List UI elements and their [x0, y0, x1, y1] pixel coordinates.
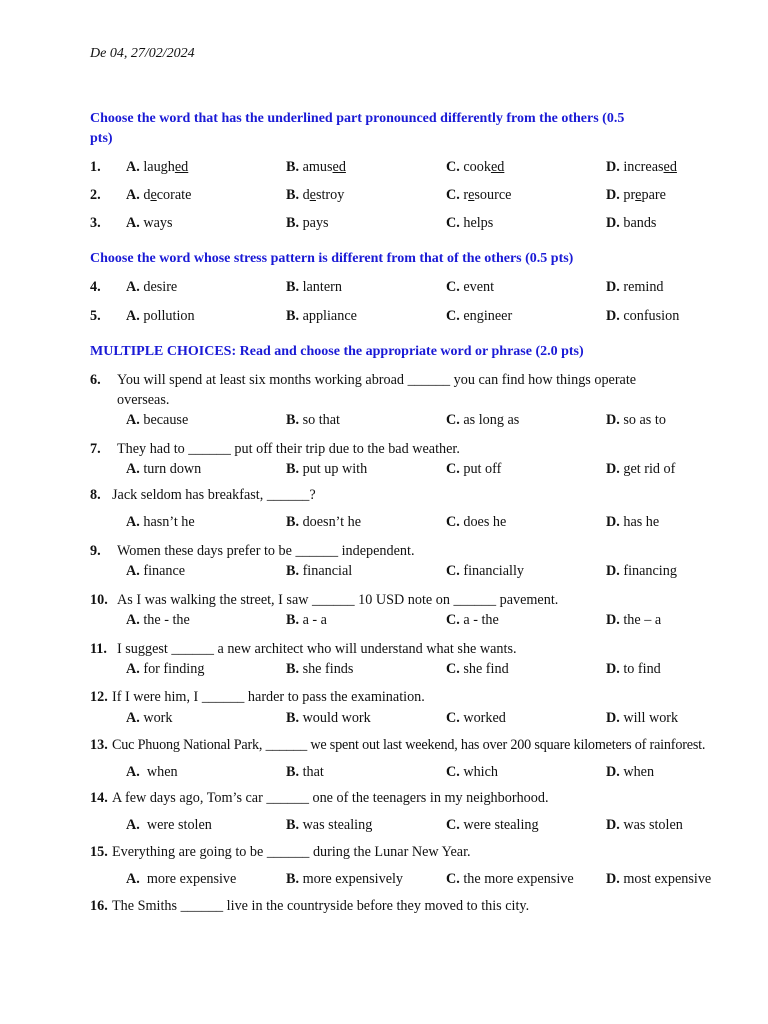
question-text: Everything are going to be ______ during the Lunar New Year. [112, 844, 471, 860]
option-a[interactable]: A. turn down [126, 461, 202, 477]
question-9-options [90, 561, 768, 581]
option-b[interactable]: B. doesn’t he [286, 514, 362, 530]
question-text: They had to ______ put off their trip due to the bad weather. [117, 441, 460, 457]
question-4 [90, 277, 768, 297]
option-c[interactable]: C. event [446, 279, 495, 295]
option-b[interactable]: B. lantern [286, 279, 342, 295]
option-d[interactable]: D. financing [606, 563, 677, 579]
question-6-stem [90, 370, 768, 390]
question-text: If I were him, I ______ harder to pass the examination. [112, 689, 425, 705]
option-b[interactable]: B. appliance [286, 308, 357, 324]
option-b[interactable]: B. more expensively [286, 871, 404, 887]
option-d[interactable]: D. has he [606, 514, 660, 530]
question-7-options [90, 459, 768, 479]
question-12-options [90, 708, 768, 728]
option-b[interactable]: B. that [286, 764, 324, 780]
option-c[interactable]: C. does he [446, 514, 507, 530]
question-number: 11. [90, 641, 107, 657]
document-header: De 04, 27/02/2024 [90, 46, 195, 61]
option-a[interactable]: A. ways [126, 215, 173, 231]
option-c[interactable]: C. she find [446, 661, 509, 677]
question-number: 2. [90, 187, 101, 203]
question-text: I suggest ______ a new architect who will understand what she wants. [117, 641, 517, 657]
question-text: Cuc Phuong National Park, ______ we spent out last weekend, has over 200 square kilometers of rainforest. [112, 737, 706, 753]
question-number: 15. [90, 844, 108, 860]
option-c[interactable]: C. worked [446, 710, 506, 726]
option-d[interactable]: D. prepare [606, 187, 666, 203]
option-c[interactable]: C. which [446, 764, 499, 780]
option-b[interactable]: B. put up with [286, 461, 368, 477]
option-a[interactable]: A. more expensive [126, 871, 237, 887]
question-6-stem-cont [90, 390, 768, 410]
option-d[interactable]: D. so as to [606, 412, 666, 428]
option-c[interactable]: C. engineer [446, 308, 513, 324]
question-text: The Smiths ______ live in the countryside before they moved to this city. [112, 898, 530, 914]
option-b[interactable]: B. was stealing [286, 817, 373, 833]
question-number: 5. [90, 308, 101, 324]
question-number: 3. [90, 215, 101, 231]
option-d[interactable]: D. bands [606, 215, 657, 231]
option-b[interactable]: B. she finds [286, 661, 354, 677]
option-d[interactable]: D. was stolen [606, 817, 683, 833]
question-number: 16. [90, 898, 108, 914]
question-11-stem [90, 639, 768, 659]
section-heading-pronunciation: Choose the word that has the underlined part pronounced differently from the others (0.5 pts) [90, 111, 625, 146]
section-heading-stress: Choose the word whose stress pattern is different from that of the others (0.5 pts) [90, 251, 574, 266]
option-b[interactable]: B. pays [286, 215, 329, 231]
question-number: 6. [90, 372, 101, 388]
question-10-options [90, 610, 768, 630]
question-8-stem [90, 485, 768, 505]
question-5 [90, 306, 768, 326]
question-number: 8. [90, 487, 101, 503]
option-d[interactable]: D. the – a [606, 612, 662, 628]
option-d[interactable]: D. get rid of [606, 461, 676, 477]
option-c[interactable]: C. as long as [446, 412, 520, 428]
option-a[interactable]: A. work [126, 710, 173, 726]
option-a[interactable]: A. pollution [126, 308, 195, 324]
option-a[interactable]: A. laughed [126, 159, 189, 175]
section-heading-multiple-choices: MULTIPLE CHOICES: Read and choose the appropriate word or phrase (2.0 pts) [90, 344, 584, 359]
question-number: 13. [90, 737, 108, 753]
question-text: Jack seldom has breakfast, ______? [112, 487, 316, 503]
option-c[interactable]: C. helps [446, 215, 494, 231]
option-c[interactable]: C. were stealing [446, 817, 539, 833]
question-13-options [90, 762, 768, 782]
option-a[interactable]: A. hasn’t he [126, 514, 195, 530]
question-16-stem [90, 896, 768, 916]
option-d[interactable]: D. most expensive [606, 871, 712, 887]
question-13-stem [90, 735, 768, 755]
option-a[interactable]: A. the - the [126, 612, 190, 628]
option-a[interactable]: A. decorate [126, 187, 192, 203]
question-text: A few days ago, Tom’s car ______ one of the teenagers in my neighborhood. [112, 790, 549, 806]
question-text: You will spend at least six months working abroad ______ you can find how things operate [117, 372, 637, 388]
question-10-stem [90, 590, 768, 610]
option-d[interactable]: D. will work [606, 710, 679, 726]
question-8-options [90, 512, 768, 532]
question-1 [90, 157, 768, 177]
question-9-stem [90, 541, 768, 561]
option-a[interactable]: A. when [126, 764, 178, 780]
question-6-options [90, 410, 768, 430]
option-c[interactable]: C. cooked [446, 159, 505, 175]
question-number: 14. [90, 790, 108, 806]
question-14-options [90, 815, 768, 835]
option-d[interactable]: D. to find [606, 661, 661, 677]
question-number: 1. [90, 159, 101, 175]
option-c[interactable]: C. the more expensive [446, 871, 574, 887]
question-11-options [90, 659, 768, 679]
option-b[interactable]: B. a - a [286, 612, 327, 628]
option-b[interactable]: B. amused [286, 159, 346, 175]
question-15-options [90, 869, 768, 889]
question-15-stem [90, 842, 768, 862]
option-d[interactable]: D. confusion [606, 308, 680, 324]
option-c[interactable]: C. resource [446, 187, 512, 203]
option-a[interactable]: A. because [126, 412, 189, 428]
option-c[interactable]: C. put off [446, 461, 502, 477]
option-a[interactable]: A. were stolen [126, 817, 212, 833]
option-d[interactable]: D. remind [606, 279, 664, 295]
option-d[interactable]: D. when [606, 764, 655, 780]
option-c[interactable]: C. a - the [446, 612, 499, 628]
question-number: 9. [90, 543, 101, 559]
question-2 [90, 185, 768, 205]
question-text: Women these days prefer to be ______ independent. [117, 543, 415, 559]
option-b[interactable]: B. destroy [286, 187, 345, 203]
option-d[interactable]: D. increased [606, 159, 677, 175]
option-c[interactable]: C. financially [446, 563, 525, 579]
question-number: 4. [90, 279, 101, 295]
option-a[interactable]: A. desire [126, 279, 178, 295]
question-number: 7. [90, 441, 101, 457]
question-7-stem [90, 439, 768, 459]
option-b[interactable]: B. so that [286, 412, 340, 428]
question-text-continued: overseas. [117, 392, 170, 408]
option-a[interactable]: A. finance [126, 563, 186, 579]
option-a[interactable]: A. for finding [126, 661, 205, 677]
question-number: 10. [90, 592, 108, 608]
question-12-stem [90, 687, 768, 707]
question-text: As I was walking the street, I saw ______ 10 USD note on ______ pavement. [117, 592, 559, 608]
question-number: 12. [90, 689, 108, 705]
option-b[interactable]: B. would work [286, 710, 371, 726]
question-14-stem [90, 788, 768, 808]
question-3 [90, 213, 768, 233]
option-b[interactable]: B. financial [286, 563, 353, 579]
